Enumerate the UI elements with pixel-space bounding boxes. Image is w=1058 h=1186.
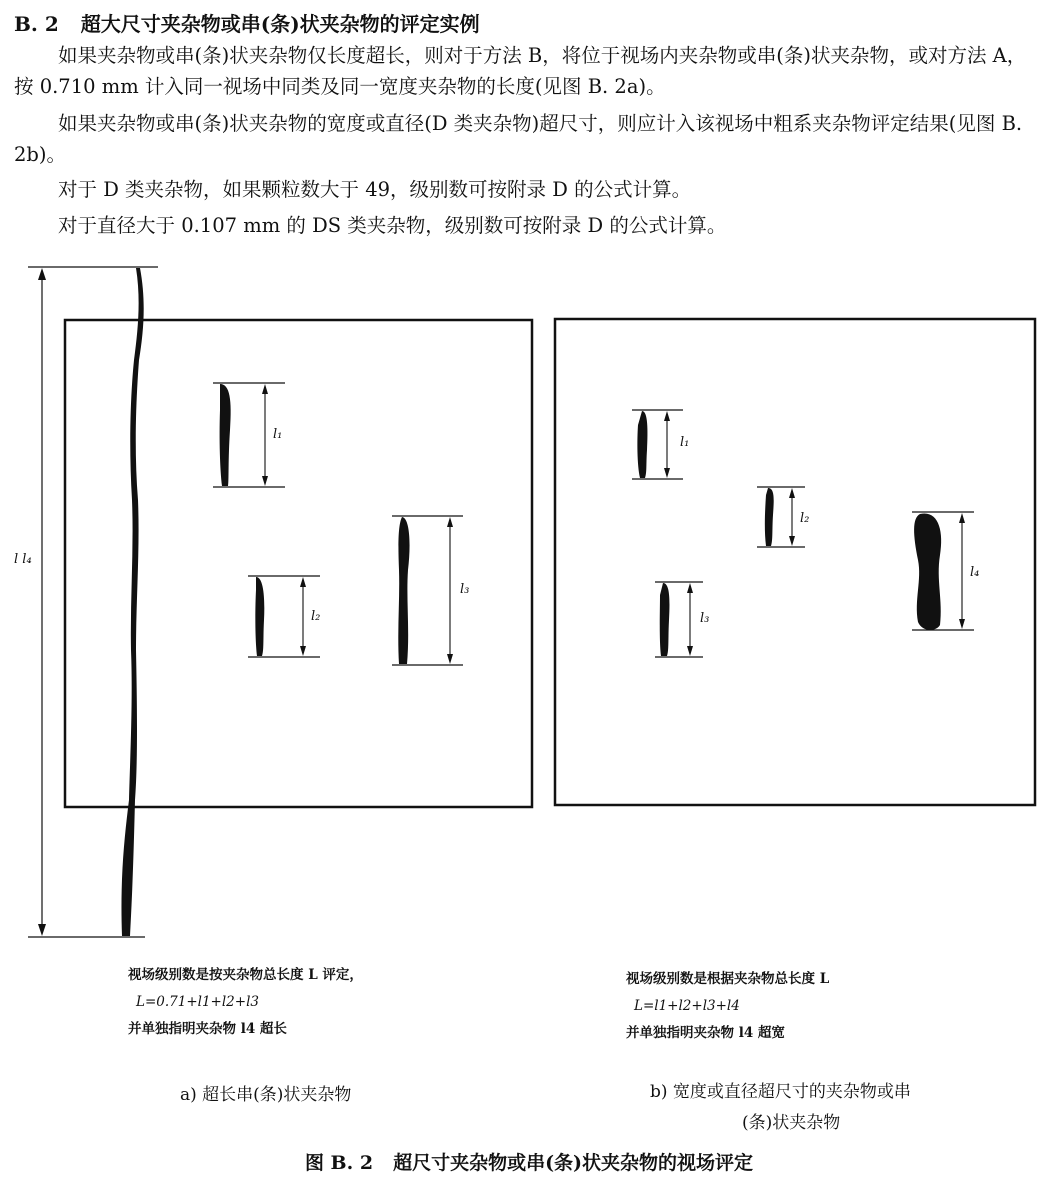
figure-number: 图 B. 2: [304, 1152, 374, 1174]
label-b-l2: l₂: [800, 511, 810, 526]
caption-b-line2: (条)状夹杂物: [742, 1113, 841, 1133]
paragraph-4: 对于直径大于 0.107 mm 的 DS 类夹杂物，级别数可按附录 D 的公式计算。: [58, 214, 727, 237]
inclusion-a-l1: [220, 384, 231, 486]
inclusion-b-l4: [914, 513, 941, 629]
note-a: 视场级别数是按夹杂物总长度 L 评定， L=0.71+l1+l2+l3 并单独指明夹杂物 l4 超长: [128, 967, 363, 1037]
field-frame-b: [555, 319, 1035, 805]
inclusion-b-l1: [637, 411, 647, 478]
label-b-l3: l₃: [700, 611, 710, 626]
label-a-l4: l l₄: [14, 552, 32, 567]
label-a-l2: l₂: [311, 609, 321, 624]
caption-a: a) 超长串(条)状夹杂物: [180, 1085, 352, 1105]
note-b: 视场级别数是根据夹杂物总长度 L L=l1+l2+l3+l4 并单独指明夹杂物 l4 超宽: [626, 971, 830, 1041]
inclusion-a-l3: [398, 517, 409, 664]
formula-b: L=l1+l2+l3+l4: [634, 998, 740, 1014]
inclusion-a-l4: [121, 268, 143, 936]
inclusion-b-l3: [660, 583, 670, 656]
inclusion-b-l2: [765, 488, 774, 546]
figure-title: 超尺寸夹杂物或串(条)状夹杂物的视场评定: [393, 1152, 754, 1174]
label-a-l3: l₃: [460, 582, 470, 597]
label-a-l1: l₁: [273, 427, 283, 442]
figure-caption: [0, 1148, 1058, 1175]
section-number: B. 2: [14, 12, 59, 36]
inclusion-a-l2: [255, 577, 264, 656]
formula-a: L=0.71+l1+l2+l3: [136, 994, 259, 1010]
label-b-l1: l₁: [680, 435, 690, 450]
section-title: 超大尺寸夹杂物或串(条)状夹杂物的评定实例: [80, 12, 480, 36]
label-b-l4: l₄: [970, 565, 980, 580]
paragraph-3: 对于 D 类夹杂物，如果颗粒数大于 49，级别数可按附录 D 的公式计算。: [58, 178, 692, 201]
caption-b-line1: b) 宽度或直径超尺寸的夹杂物或串: [650, 1082, 911, 1102]
paragraph-1: 如果夹杂物或串(条)状夹杂物仅长度超长，则对于方法 B，将位于视场内夹杂物或串(条)状夹杂物，或对方法 A，按 0.710 mm 计入同一视场中同类及同一宽度夹杂物的长度(见图 B. 2a)。: [14, 44, 1027, 98]
paragraph-2: 如果夹杂物或串(条)状夹杂物的宽度或直径(D 类夹杂物)超尺寸，则应计入该视场中粗系夹杂物评定结果(见图 B. 2b)。: [14, 112, 1023, 166]
